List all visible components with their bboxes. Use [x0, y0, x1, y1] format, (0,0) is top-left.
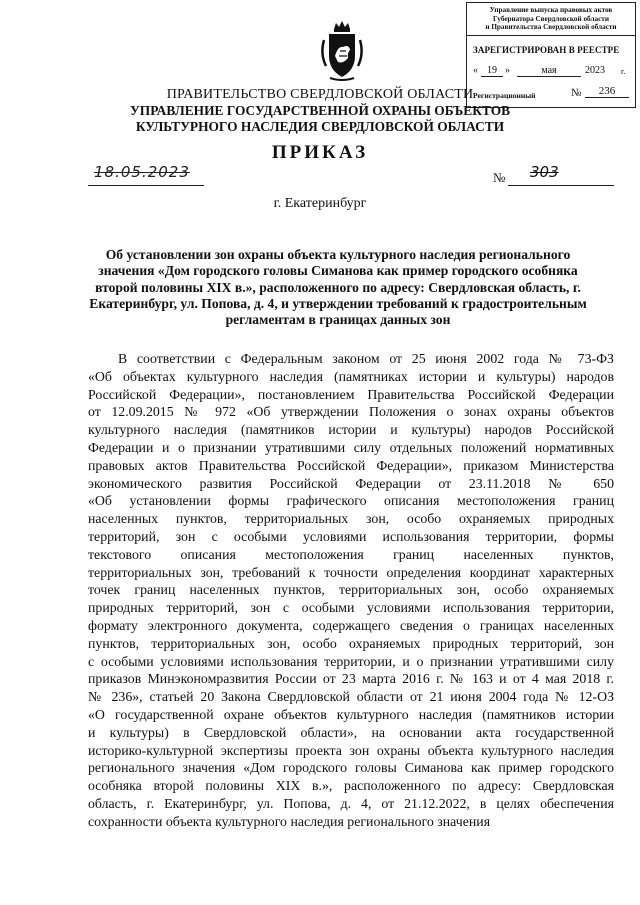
body-line: В соответствии с Федеральным законом от 25 июня 2002 года № 73-ФЗ [118, 351, 614, 366]
stamp-date-month: мая [517, 65, 581, 77]
body-line: точек границ населенных пунктов, территориальных зон, особо охраняемых [88, 582, 614, 598]
body-line: историко-культурной экспертизы проекта зон охраны объекта культурного наследия [88, 742, 614, 758]
body-line: «О государственной охране объектов культурного наследия (памятников истории [88, 706, 614, 722]
body-line: Федерации и о признании утратившими силу отдельных положений нормативных [88, 439, 614, 455]
body-line: сохранности объекта культурного наследия регионального значения [88, 813, 491, 829]
body-line: территорий, зон с особыми условиями использования территории, формы [88, 528, 614, 544]
stamp-reg-label: Регистрационный [473, 91, 536, 100]
stamp-reg-number: 236 [585, 85, 629, 98]
body-line: № 236», статьей 20 Закона Свердловской области от 21 июня 2004 года № 12-ОЗ [88, 689, 614, 705]
body-line: приказов Минэкономразвития России от 23 марта 2016 г. № 163 и от 4 мая 2018 г. [88, 671, 614, 687]
stamp-date-suffix: г. [621, 67, 626, 76]
body-line: Российской Федерации», постановлением Правительства Российской Федерации [88, 386, 614, 402]
stamp-header-line: Управление выпуска правовых актов [489, 6, 613, 14]
body-line: с особыми условиями использования территории, и о признании утратившими силу [88, 653, 614, 669]
body-line: «Об установлении формы графического описания местоположения границ [88, 493, 614, 509]
body-line: от 12.09.2015 № 972 «Об утверждении Положения о зонах охраны объектов [88, 404, 614, 420]
stamp-registered-text: ЗАРЕГИСТРИРОВАН В РЕЕСТРЕ [473, 45, 620, 55]
order-date-field [88, 161, 204, 186]
body-line: регионального значения «Дом городского головы Симанова как пример городского [88, 760, 614, 776]
body-line: формату электронного документа, содержащего сведения о границах населенных [88, 617, 614, 633]
stamp-header [467, 3, 635, 36]
body-line: особняка второй половины XIX в.», расположенного по адресу: Свердловская [88, 778, 614, 794]
order-number-handwritten: 303 [530, 163, 559, 181]
stamp-date-open-quote: « [473, 65, 478, 76]
stamp-header-line: Губернатора Свердловской области [493, 14, 609, 23]
body-line: область, г. Екатеринбург, ул. Попова, д. 4, от 21.12.2022, в целях обеспечения [88, 795, 614, 811]
department-name: УПРАВЛЕНИЕ ГОСУДАРСТВЕННОЙ ОХРАНЫ ОБЪЕКТОВ КУЛЬТУРНОГО НАСЛЕДИЯ СВЕРДЛОВСКОЙ ОБЛАСТИ [129, 103, 511, 134]
order-number-field [508, 161, 614, 186]
body-line: текстового описания местоположения границ населенных пунктов, [88, 546, 614, 562]
body-line: и культуры) в Свердловской области», на основании акта государственной [88, 724, 614, 740]
order-date-handwritten: 18.05.2023 [94, 163, 190, 181]
body-line: населенных пунктов, территориальных зон, особо охраняемых природных [88, 511, 614, 527]
coat-of-arms-icon [312, 20, 372, 82]
stamp-date-close-quote: » [505, 65, 510, 76]
body-line: природных территорий, зон с особыми условиями использования территории, [88, 600, 614, 616]
body-line: правовых актов Правительства Российской Федерации», приказом Министерства [88, 457, 614, 473]
government-name: ПРАВИТЕЛЬСТВО СВЕРДЛОВСКОЙ ОБЛАСТИ [166, 87, 474, 102]
stamp-date-day: 19 [481, 65, 503, 77]
stamp-header-line: и Правительства Свердловской области [485, 23, 617, 32]
document-subject: Об установлении зон охраны объекта культурного наследия регионального значения «Дом городского головы Симанова как пример городского особняка второй половины XIX в.», расположенного по адресу: Свердловская область, г. Екатеринбург, ул. Попова, д. 4, и утверждении требований к градостроительным регламентам в границах данных зон [89, 247, 587, 328]
body-line: экономического развития Российской Федерации от 23.11.2018 № 650 [88, 475, 614, 491]
body-line: «Об объектах культурного наследия (памятниках истории и культуры) народов [88, 368, 614, 384]
body-line: территориальных зон, требований к точности определения координат характерных [88, 564, 614, 580]
body-line: пунктов, территориальных зон, особо охраняемых природных территорий, зон [88, 635, 614, 651]
stamp-reg-no-sign: № [571, 87, 582, 99]
body-paragraph [88, 350, 614, 831]
order-number-label: № [493, 170, 506, 185]
stamp-date-year: 2023 [585, 65, 605, 76]
document-type-title: ПРИКАЗ [271, 142, 369, 163]
body-line: культурного наследия (памятников истории и культуры) народов Российской [88, 422, 614, 438]
city: г. Екатеринбург [273, 196, 367, 211]
